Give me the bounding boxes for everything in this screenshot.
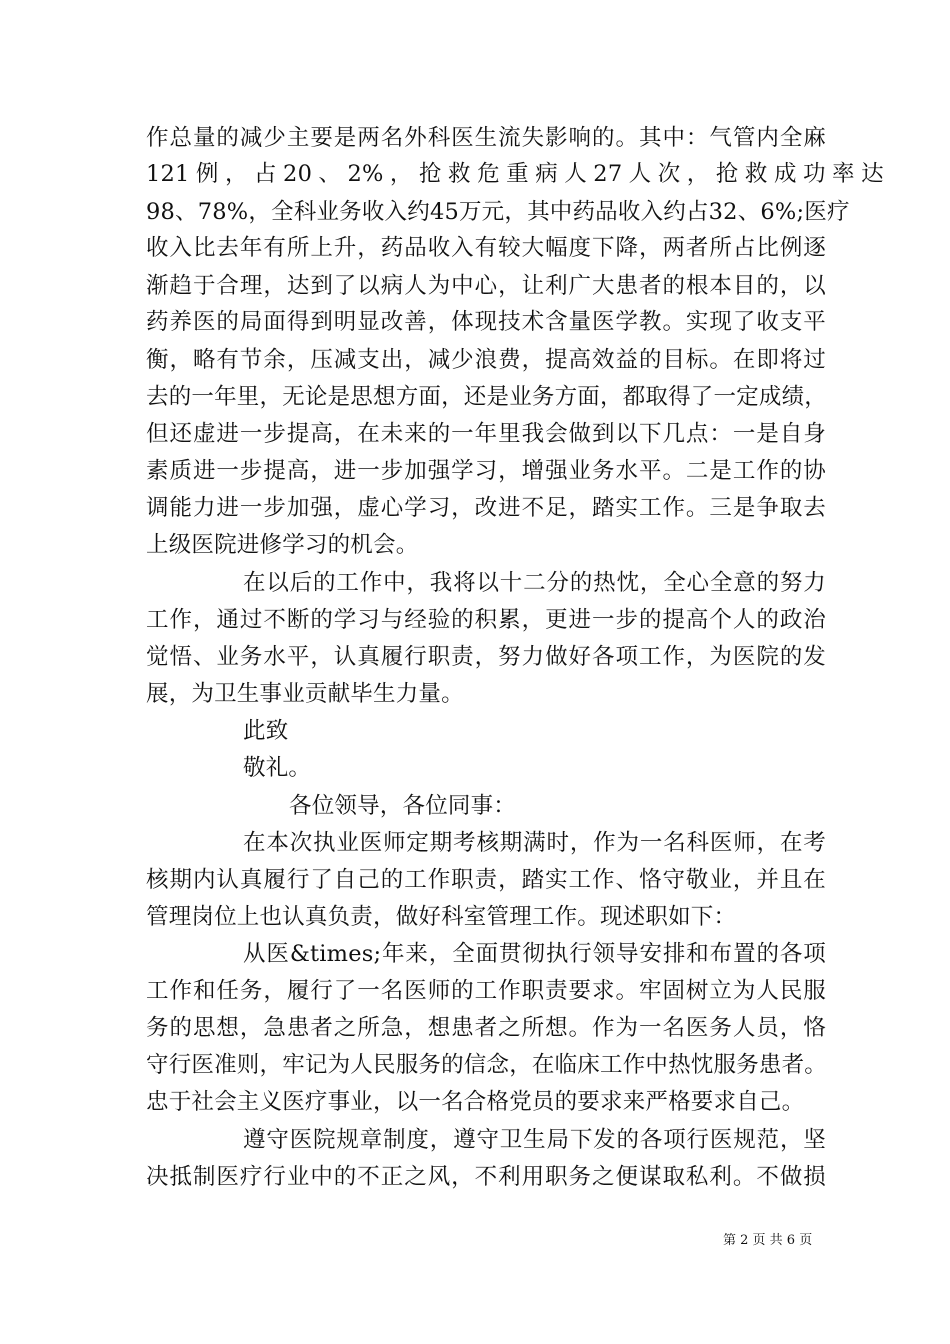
text-line: 收入比去年有所上升，药品收入有较大幅度下降，两者所占比例逐 [146, 235, 826, 261]
text-line: 展，为卫生事业贡献毕生力量。 [146, 681, 464, 707]
text-line: 守行医准则，牢记为人民服务的信念，在临床工作中热忱服务患者。 [146, 1052, 828, 1078]
paragraph-start-line: 遵守医院规章制度，遵守卫生局下发的各项行医规范，坚 [243, 1127, 826, 1153]
salutation-line: 各位领导，各位同事： [289, 793, 517, 819]
text-line: 调能力进一步加强，虚心学习，改进不足，踏实工作。三是争取去 [146, 495, 826, 521]
paragraph-start-line: 在本次执业医师定期考核期满时，作为一名科医师，在考 [243, 830, 826, 856]
text-line: 121 例 ， 占 20 、 2% ， 抢 救 危 重 病 人 27 人 次 ， 抢 救 成 功 率 达 [146, 161, 884, 187]
text-line: 觉悟、业务水平，认真履行职责，努力做好各项工作，为医院的发 [146, 644, 826, 670]
text-line: 忠于社会主义医疗事业，以一名合格党员的要求来严格要求自己。 [146, 1089, 805, 1115]
text-line: 核期内认真履行了自己的工作职责，踏实工作、恪守敬业，并且在 [146, 867, 826, 893]
text-line: 衡，略有节余，压减支出，减少浪费，提高效益的目标。在即将过 [146, 347, 826, 373]
closing-line: 敬礼。 [243, 755, 312, 781]
text-line: 务的思想，急患者之所急，想患者之所想。作为一名医务人员，恪 [146, 1015, 826, 1041]
text-line: 98、78%，全科业务收入约45万元，其中药品收入约占32、6%;医疗 [146, 199, 850, 225]
paragraph-start-line: 从医&times;年来，全面贯彻执行领导安排和布置的各项 [243, 941, 826, 967]
text-line: 药养医的局面得到明显改善，体现技术含量医学教。实现了收支平 [146, 309, 826, 335]
text-line: 渐趋于合理，达到了以病人为中心，让利广大患者的根本目的，以 [146, 273, 826, 299]
text-line: 管理岗位上也认真负责，做好科室管理工作。现述职如下： [146, 904, 737, 930]
text-line: 决抵制医疗行业中的不正之风，不利用职务之便谋取私利。不做损 [146, 1164, 826, 1190]
text-line: 工作，通过不断的学习与经验的积累，更进一步的提高个人的政治 [146, 607, 826, 633]
paragraph-start-line: 在以后的工作中，我将以十二分的热忱，全心全意的努力 [243, 570, 826, 596]
text-line: 但还虚进一步提高，在未来的一年里我会做到以下几点：一是自身 [146, 421, 826, 447]
closing-line: 此致 [243, 718, 289, 744]
text-line: 素质进一步提高，进一步加强学习，增强业务水平。二是工作的协 [146, 458, 826, 484]
text-line: 去的一年里，无论是思想方面，还是业务方面，都取得了一定成绩， [146, 384, 828, 410]
text-line: 作总量的减少主要是两名外科医生流失影响的。其中：气管内全麻 [146, 125, 826, 151]
text-line: 上级医院进修学习的机会。 [146, 532, 419, 558]
page-number-label: 第 2 页 共 6 页 [723, 1233, 813, 1248]
text-line: 工作和任务，履行了一名医师的工作职责要求。牢固树立为人民服 [146, 978, 826, 1004]
